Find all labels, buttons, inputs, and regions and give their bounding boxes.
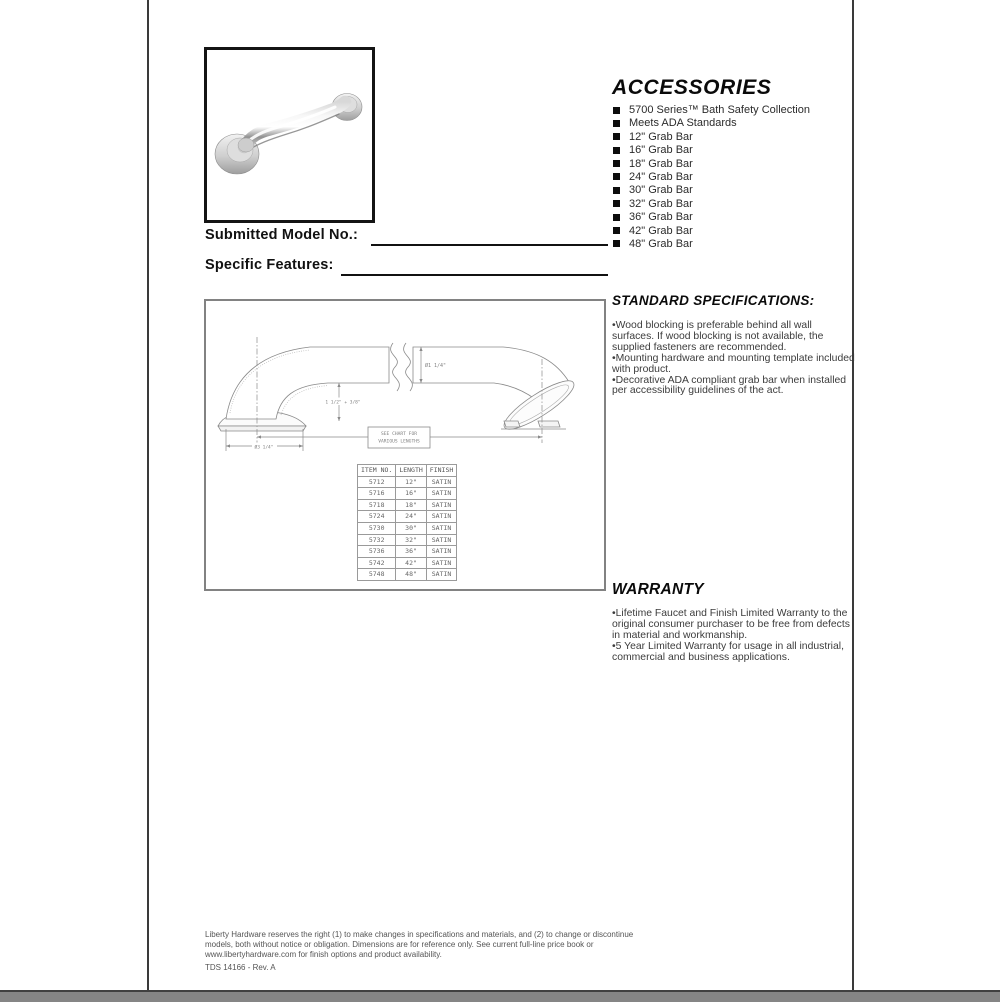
spec-table-cell: SATIN (426, 511, 456, 523)
spec-table-header-row (358, 465, 457, 477)
spec-table-cell: SATIN (426, 476, 456, 488)
specific-features-label: Specific Features: (205, 257, 334, 273)
square-bullet-icon (613, 147, 620, 154)
accessory-item (613, 184, 858, 197)
spec-table-cell: 24" (396, 511, 426, 523)
bullet-paragraph: • Wood blocking is preferable behind all wall surfaces. If wood blocking is not available, the supplied fasteners are recommended. (612, 321, 855, 354)
spec-table-cell: 30" (396, 522, 426, 534)
accessory-item (613, 225, 858, 238)
doc-number: TDS 14166 - Rev. A (205, 963, 276, 972)
technical-drawing-box (204, 299, 606, 591)
accessory-item (613, 104, 858, 117)
accessory-item-label: 48" Grab Bar (629, 237, 693, 250)
spec-table-cell: 5730 (358, 522, 396, 534)
spec-table-cell: SATIN (426, 534, 456, 546)
accessory-item-label: 16" Grab Bar (629, 144, 693, 157)
accessory-item-label: 5700 Series™ Bath Safety Collection (629, 104, 810, 116)
accessory-item (613, 198, 858, 211)
spec-table-row (358, 534, 457, 546)
warranty-body (612, 609, 855, 664)
spec-table-cell: 5742 (358, 557, 396, 569)
bullet-paragraph: • Lifetime Faucet and Finish Limited Warranty to the original consumer purchaser to be free from defects in material and workmanship. (612, 609, 855, 642)
square-bullet-icon (613, 160, 620, 167)
accessory-item (613, 211, 858, 224)
spec-table-row (358, 499, 457, 511)
footer-legal-line: www.libertyhardware.com for finish options and product availability. (205, 950, 442, 959)
spec-table-cell: 48" (396, 569, 426, 581)
bullet-paragraph: • 5 Year Limited Warranty for usage in all industrial, commercial and business applications. (612, 642, 855, 664)
spec-table-cell: 5712 (358, 476, 396, 488)
product-photo-box (204, 47, 375, 223)
spec-table-row (358, 569, 457, 581)
spec-table-cell: SATIN (426, 546, 456, 558)
accessory-item-label: 12" Grab Bar (629, 130, 693, 143)
accessory-item-label: Meets ADA Standards (629, 117, 737, 130)
spec-table-cell: 5718 (358, 499, 396, 511)
spec-table-cell: 16" (396, 488, 426, 500)
spec-table-cell: SATIN (426, 499, 456, 511)
spec-table-cell: SATIN (426, 488, 456, 500)
dim-height-label: 1 1/2" + 3/8" (325, 400, 361, 406)
spec-table-cell: 12" (396, 476, 426, 488)
spec-table-row (358, 476, 457, 488)
spec-table-cell: 5724 (358, 511, 396, 523)
spec-table-header-cell: FINISH (426, 465, 456, 477)
accessory-item (613, 171, 858, 184)
spec-table-header-cell: LENGTH (396, 465, 426, 477)
accessory-item (613, 117, 858, 130)
spec-table-cell: SATIN (426, 557, 456, 569)
spec-table-row (358, 546, 457, 558)
accessory-item (613, 158, 858, 171)
square-bullet-icon (613, 120, 620, 127)
spec-table-cell: 5736 (358, 546, 396, 558)
accessory-item (613, 144, 858, 157)
spec-table-cell: 5732 (358, 534, 396, 546)
square-bullet-icon (613, 214, 620, 221)
accessory-item (613, 131, 858, 144)
spec-table-cell: 18" (396, 499, 426, 511)
footer-legal-line: Liberty Hardware reserves the right (1) to make changes in specifications and materials, and (2) to change or discontinue (205, 930, 634, 939)
drawing-callout-line2: VARIOUS LENGTHS (378, 439, 420, 445)
square-bullet-icon (613, 133, 620, 140)
spec-table-cell: 36" (396, 546, 426, 558)
spec-table-row (358, 557, 457, 569)
submitted-model-line (371, 229, 608, 246)
accessory-item-label: 24" Grab Bar (629, 170, 693, 183)
standard-specs-body (612, 321, 855, 397)
page-edge-bottom (0, 990, 1000, 1002)
grab-bar-photo (207, 50, 366, 214)
square-bullet-icon (613, 187, 620, 194)
spec-table-cell: 42" (396, 557, 426, 569)
spec-table-cell: 5716 (358, 488, 396, 500)
square-bullet-icon (613, 107, 620, 114)
page-edge-left (147, 0, 149, 990)
accessory-item-label: 36" Grab Bar (629, 211, 693, 224)
bullet-paragraph: • Decorative ADA compliant grab bar when installed per accessibility guidelines of the act. (612, 376, 855, 398)
spec-table-header-cell: ITEM NO. (358, 465, 396, 477)
submitted-model-label: Submitted Model No.: (205, 227, 359, 243)
square-bullet-icon (613, 240, 620, 247)
spec-table-row (358, 511, 457, 523)
footer-legal (205, 930, 665, 960)
square-bullet-icon (613, 227, 620, 234)
accessory-item-label: 32" Grab Bar (629, 197, 693, 210)
accessories-title: ACCESSORIES (612, 76, 772, 99)
specific-features-line (341, 259, 608, 276)
warranty-title: WARRANTY (612, 581, 704, 598)
spec-table (357, 464, 457, 581)
accessories-list (613, 104, 858, 251)
footer-legal-line: models, both without notice or obligation. Dimensions are for reference only. See current full-line price book or (205, 940, 594, 949)
accessory-item (613, 238, 858, 251)
square-bullet-icon (613, 200, 620, 207)
dim-flange-label: Ø3 1/4" (254, 445, 274, 451)
drawing-callout-line1: SEE CHART FOR (381, 432, 417, 437)
spec-table-cell: SATIN (426, 522, 456, 534)
accessory-item-label: 18" Grab Bar (629, 157, 693, 170)
accessory-item-label: 30" Grab Bar (629, 184, 693, 197)
bullet-paragraph: • Mounting hardware and mounting template included with product. (612, 354, 855, 376)
spec-table-row (358, 522, 457, 534)
accessory-item-label: 42" Grab Bar (629, 224, 693, 237)
standard-specs-title: STANDARD SPECIFICATIONS: (612, 293, 815, 308)
spec-table-cell: 32" (396, 534, 426, 546)
spec-table-cell: SATIN (426, 569, 456, 581)
spec-table-row (358, 488, 457, 500)
spec-table-cell: 5748 (358, 569, 396, 581)
dim-diameter-label: Ø1 1/4" (425, 363, 447, 369)
square-bullet-icon (613, 173, 620, 180)
